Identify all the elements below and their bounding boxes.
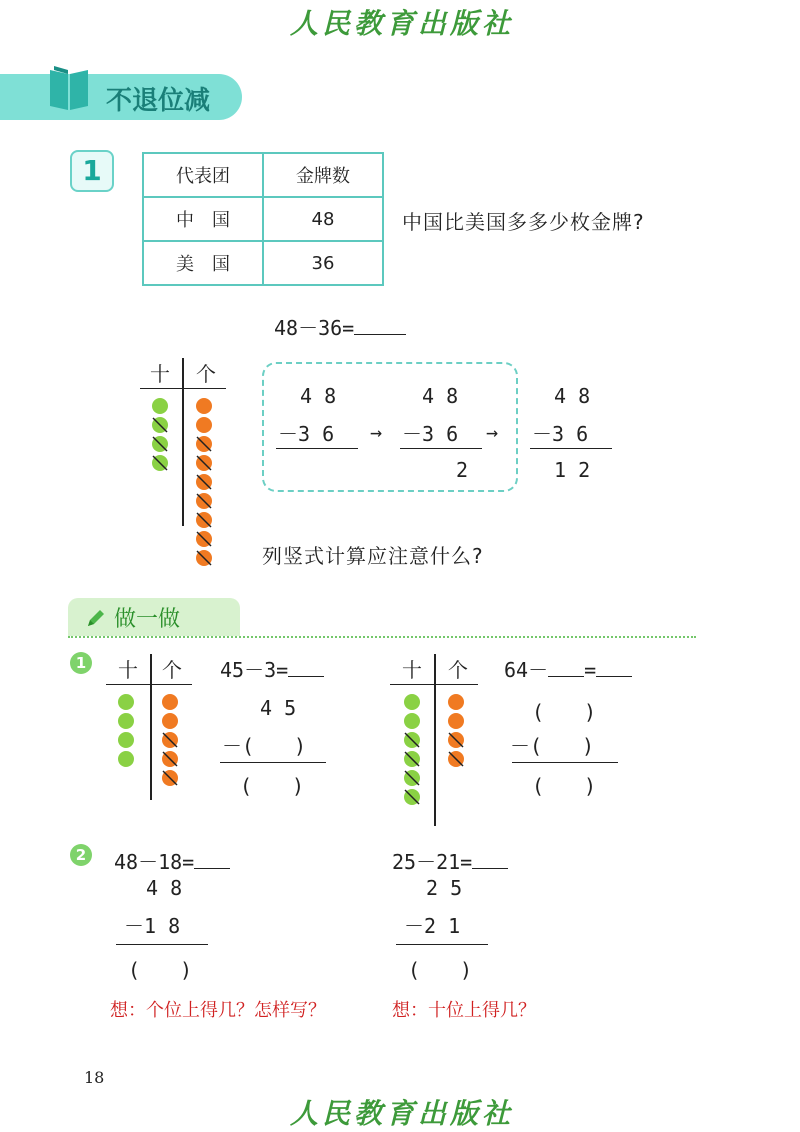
answer-blank[interactable]: [194, 868, 230, 869]
page-number: 18: [84, 1068, 105, 1087]
tens-beads: [152, 398, 168, 471]
q1-left-line: [220, 762, 326, 763]
step1-line: [276, 448, 358, 449]
example-beads: [148, 396, 220, 572]
tens-beads: [404, 694, 420, 805]
table-header: 代表团: [143, 153, 263, 197]
chart-hline: [106, 684, 192, 685]
table-cell: 36: [263, 241, 383, 285]
q1-right-top[interactable]: ( ): [532, 700, 597, 724]
table-cell: 48: [263, 197, 383, 241]
step2-line: [400, 448, 482, 449]
q2-left-top: 4 8: [146, 876, 183, 900]
q2-right-result[interactable]: ( ): [408, 958, 473, 982]
answer-blank[interactable]: [548, 676, 584, 677]
ones-beads: [448, 694, 464, 767]
step3-result: 1 2: [554, 458, 591, 482]
q1-right-sub[interactable]: －( ): [510, 734, 595, 758]
q2-right-sub: －2 1: [404, 914, 461, 938]
section-title: 不退位减: [106, 86, 211, 116]
ones-label: 个: [196, 362, 217, 386]
dotted-divider: [68, 636, 696, 638]
answer-blank[interactable]: [472, 868, 508, 869]
example-prompt: 列竖式计算应注意什么?: [262, 544, 484, 568]
example-number: 1: [70, 150, 114, 192]
practice-title: 做一做: [114, 607, 181, 632]
example-question: 中国比美国多多少枚金牌?: [402, 210, 645, 234]
equation-text: 45－3=: [220, 658, 289, 682]
step3-line: [530, 448, 612, 449]
tens-label: 十: [150, 362, 171, 386]
q1-right-beads: [402, 692, 472, 822]
q1-left-beads: [116, 692, 186, 802]
q1-right-line: [512, 762, 618, 763]
ones-label: 个: [448, 658, 469, 682]
table-cell: 美 国: [143, 241, 263, 285]
arrow-icon: →: [370, 420, 383, 444]
q2-right-hint: 想：十位上得几？: [392, 1000, 536, 1021]
ones-label: 个: [162, 658, 183, 682]
example-equation: [274, 312, 406, 341]
q2-left-equation: [114, 846, 230, 875]
q1-number: 1: [70, 652, 92, 674]
step2-sub: －3 6: [402, 422, 459, 446]
equals-sign: =: [584, 658, 597, 682]
step3-top: 4 8: [554, 384, 591, 408]
q2-left-line: [116, 944, 208, 945]
table-cell: 中 国: [143, 197, 263, 241]
publisher-footer: 人民教育出版社: [290, 1097, 515, 1130]
publisher-header: 人民教育出版社: [290, 7, 515, 40]
answer-blank[interactable]: [596, 676, 632, 677]
table-header: 金牌数: [263, 153, 383, 197]
tens-beads: [118, 694, 134, 767]
q2-left-result[interactable]: ( ): [128, 958, 193, 982]
equation-text: 64－: [504, 658, 549, 682]
answer-blank: [354, 334, 406, 335]
book-icon: [48, 64, 90, 112]
ones-beads: [196, 398, 212, 566]
step1-sub: －3 6: [278, 422, 335, 446]
step1-top: 4 8: [300, 384, 337, 408]
tens-label: 十: [402, 658, 423, 682]
q1-left-top: 4 5: [260, 696, 297, 720]
q2-right-line: [396, 944, 488, 945]
step3-sub: －3 6: [532, 422, 589, 446]
step2-result: 2: [456, 458, 469, 482]
equation-text: 48－18=: [114, 850, 195, 874]
q1-left-result[interactable]: ( ): [240, 774, 305, 798]
arrow-icon: →: [486, 420, 499, 444]
q2-left-hint: 想：个位上得几？怎样写？: [110, 1000, 326, 1021]
q1-left-equation: [220, 654, 324, 683]
answer-blank[interactable]: [288, 676, 324, 677]
medal-table: [142, 152, 384, 286]
tens-label: 十: [118, 658, 139, 682]
equation-text: 48－36=: [274, 316, 355, 340]
q1-right-equation: [504, 654, 632, 683]
q2-number: 2: [70, 844, 92, 866]
q1-right-result[interactable]: ( ): [532, 774, 597, 798]
equation-text: 25－21=: [392, 850, 473, 874]
q2-right-top: 2 5: [426, 876, 463, 900]
pencil-icon: [84, 606, 108, 630]
q2-left-sub: －1 8: [124, 914, 181, 938]
ones-beads: [162, 694, 178, 786]
q2-right-equation: [392, 846, 508, 875]
step2-top: 4 8: [422, 384, 459, 408]
q1-left-sub[interactable]: －( ): [222, 734, 307, 758]
